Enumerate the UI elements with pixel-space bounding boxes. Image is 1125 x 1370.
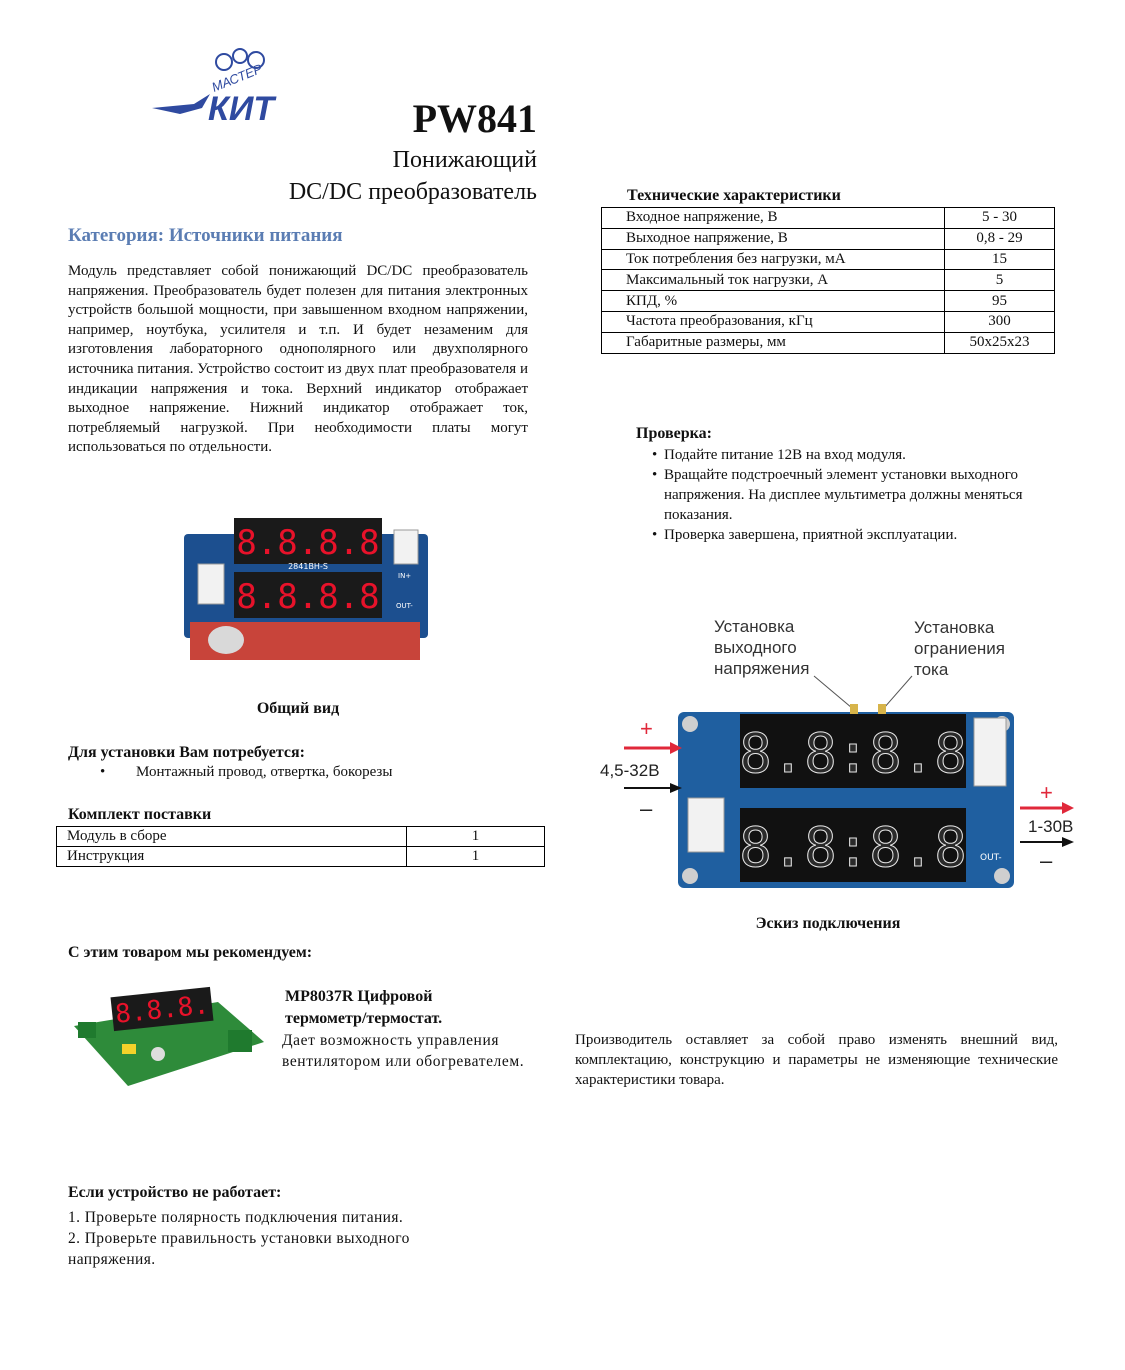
kit-item-name: Инструкция	[57, 847, 407, 867]
check-item-text: Проверка завершена, приятной эксплуатации.	[664, 527, 958, 543]
table-row	[602, 208, 1055, 229]
connection-diagram	[594, 608, 1084, 918]
recommended-product-description: Дает возможность управления вентилятором или обогревателем.	[282, 1032, 525, 1070]
table-row	[602, 332, 1055, 353]
recommended-product-title: MP8037R Цифровой термометр/термостат.	[285, 988, 443, 1027]
spec-param: Выходное напряжение, В	[602, 228, 945, 249]
list-item	[652, 445, 1042, 465]
input-minus-label: –	[640, 796, 653, 821]
spec-param: Ток потребления без нагрузки, мА	[602, 249, 945, 270]
svg-text:OUT-: OUT-	[396, 602, 413, 610]
product-subtitle: Понижающий	[392, 147, 537, 173]
bullet-icon: •	[652, 527, 658, 543]
check-item-text: Подайте питание 12В на вход модуля.	[664, 447, 906, 463]
recommended-product-photo	[68, 982, 268, 1092]
voltage-adjust-label: выходного	[714, 638, 797, 657]
check-heading: Проверка:	[636, 425, 712, 442]
logo-text-main: КИТ	[208, 90, 275, 128]
spec-value: 50х25х23	[945, 332, 1055, 353]
kit-item-qty: 1	[407, 847, 545, 867]
table-row	[602, 311, 1055, 332]
recommend-heading: С этим товаром мы рекомендуем:	[68, 944, 313, 961]
table-row	[57, 847, 545, 867]
spec-value: 15	[945, 249, 1055, 270]
general-view-photo	[180, 512, 432, 668]
kit-table	[56, 826, 545, 867]
input-plus-label: +	[640, 716, 653, 741]
spec-value: 0,8 - 29	[945, 228, 1055, 249]
troubleshooting-item: 1. Проверьте полярность подключения питания.	[68, 1209, 404, 1226]
troubleshooting-heading: Если устройство не работает:	[68, 1184, 282, 1201]
specs-table	[601, 207, 1055, 354]
specs-heading: Технические характеристики	[627, 187, 841, 204]
tools-heading: Для установки Вам потребуется:	[68, 744, 305, 761]
category-label: Категория: Источники питания	[68, 225, 343, 246]
table-row	[57, 827, 545, 847]
bullet-icon: •	[652, 467, 658, 483]
product-subtitle-2: DC/DC преобразователь	[288, 179, 537, 205]
disclaimer: Производитель оставляет за собой право изменять внешний вид, комплектацию, конструкцию и параметры не изменяющие технические характеристики товара.	[575, 1032, 1058, 1088]
kit-item-qty: 1	[407, 827, 545, 847]
voltage-adjust-label: напряжения	[714, 659, 810, 678]
svg-text:IN+: IN+	[398, 572, 412, 580]
table-row	[602, 249, 1055, 270]
table-row	[602, 270, 1055, 291]
general-view-caption: Общий вид	[256, 700, 340, 717]
bullet-icon: •	[100, 764, 106, 780]
svg-text:8.8:8.8: 8.8:8.8	[739, 722, 967, 785]
tools-item-text: Монтажный провод, отвертка, бокорезы	[136, 764, 393, 780]
table-row	[602, 228, 1055, 249]
spec-value: 95	[945, 291, 1055, 312]
bullet-icon: •	[652, 447, 658, 463]
spec-param: Габаритные размеры, мм	[602, 332, 945, 353]
spec-param: Максимальный ток нагрузки, А	[602, 270, 945, 291]
check-item-text: Вращайте подстроечный элемент установки выходного напряжения. На дисплее мультиметра должны меняться показания.	[664, 467, 1023, 523]
spec-param: Частота преобразования, кГц	[602, 311, 945, 332]
output-minus-label: –	[1040, 848, 1053, 873]
current-adjust-label: тока	[914, 660, 949, 679]
list-item	[652, 465, 1042, 525]
spec-value: 5 - 30	[945, 208, 1055, 229]
troubleshooting-item: 2. Проверьте правильность установки выходного напряжения.	[68, 1230, 410, 1268]
product-description: Модуль представляет собой понижающий DC/DC преобразователь напряжения. Преобразователь будет полезен для питания электронных устройств большой мощности, при завышенном входном напряжении, например, ноутбука, усилителя и т.п. И будет незаменим для изготовления лабораторного однополярного или двухполярного источника питания. Устройство состоит из двух плат преобразователя и индикации напряжения и тока. Верхний индикатор отображает выходное напряжение. Нижний индикатор отображает ток, потребляемый нагрузкой. При необходимости платы могут использоваться по отдельности.	[68, 263, 528, 456]
output-plus-label: +	[1040, 780, 1053, 805]
kit-item-name: Модуль в сборе	[57, 827, 407, 847]
check-list	[652, 445, 1042, 545]
logo-text-top: МАСТЕР	[209, 61, 265, 95]
svg-text:2841BH-S: 2841BH-S	[288, 562, 328, 571]
svg-text:8.8.8.8: 8.8.8.8	[236, 523, 380, 563]
current-adjust-label: ограниения	[914, 639, 1005, 658]
product-code: PW841	[412, 96, 537, 141]
spec-param: КПД, %	[602, 291, 945, 312]
voltage-adjust-label: Установка	[714, 617, 795, 636]
spec-value: 5	[945, 270, 1055, 291]
svg-text:8.8.8.: 8.8.8.	[113, 990, 211, 1030]
output-range-label: 1-30В	[1028, 817, 1074, 836]
whale-icon	[152, 94, 210, 114]
input-range-label: 4,5-32В	[600, 761, 660, 780]
diagram-caption: Эскиз подключения	[755, 915, 901, 932]
tools-item	[100, 764, 392, 781]
master-kit-logo	[150, 48, 310, 128]
table-row	[602, 291, 1055, 312]
kit-heading: Комплект поставки	[68, 806, 212, 823]
svg-text:8.8:8.8: 8.8:8.8	[739, 816, 967, 879]
list-item	[652, 525, 1042, 545]
spec-value: 300	[945, 311, 1055, 332]
current-adjust-label: Установка	[914, 618, 995, 637]
spec-param: Входное напряжение, В	[602, 208, 945, 229]
svg-text:OUT-: OUT-	[980, 853, 1002, 863]
svg-text:8.8.8.8: 8.8.8.8	[236, 577, 380, 617]
